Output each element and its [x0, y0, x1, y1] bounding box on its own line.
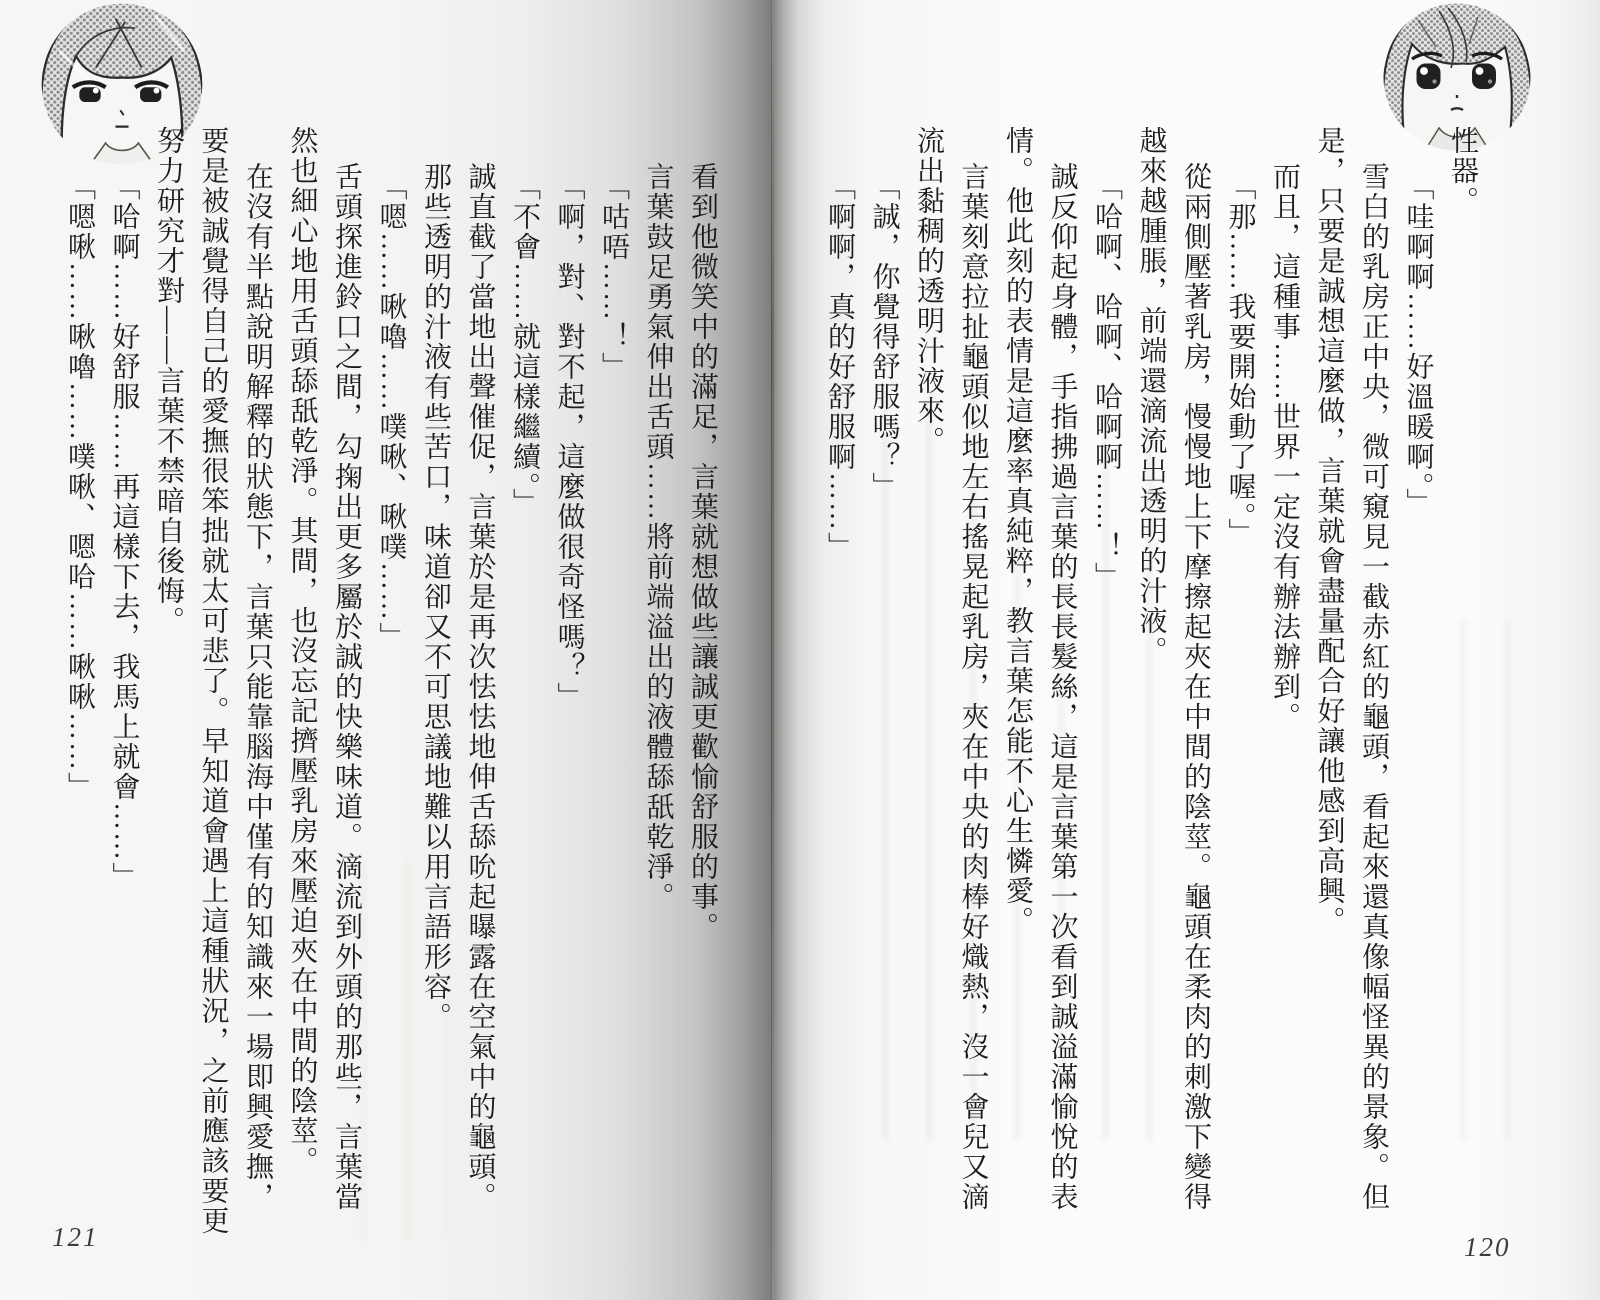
text-column: 「誠，你覺得舒服嗎？」	[868, 172, 900, 502]
text-column: 言葉鼓足勇氣伸出舌頭……將前端溢出的液體舔舐乾淨。	[642, 162, 674, 912]
text-column: 性器。	[1447, 126, 1478, 216]
right-page-text	[816, 126, 1484, 1280]
text-column: 要是被誠覺得自己的愛撫很笨拙就太可悲了。早知道會遇上這種狀況，之前應該要更	[197, 126, 229, 1236]
text-column: 情。他此刻的表情是這麼率真純粹，教言葉怎能不心生憐愛。	[1002, 126, 1033, 936]
text-column: 「那……我要開始動了喔。」	[1224, 172, 1256, 548]
text-column: 「嗯……啾嚕……噗啾、啾噗……」	[375, 172, 407, 652]
text-column: 誠直截了當地出聲催促，言葉於是再次怯怯地伸舌舔吮起曝露在空氣中的龜頭。	[464, 162, 496, 1212]
text-column: 是，只要是誠想這麼做，言葉就會盡量配合好讓他感到高興。	[1313, 126, 1345, 936]
text-column: 努力研究才對——言葉不禁暗自後悔。	[153, 126, 184, 636]
text-column: 看到他微笑中的滿足，言葉就想做些讓誠更歡愉舒服的事。	[687, 162, 718, 942]
text-column: 越來越腫脹，前端還滴流出透明的汁液。	[1135, 126, 1167, 666]
text-column: 誠反仰起身體，手指拂過言葉的長長髮絲，這是言葉第一次看到誠溢滿愉悅的表	[1046, 162, 1078, 1212]
page-number: 120	[1464, 1232, 1511, 1262]
text-column: 然也細心地用舌頭舔舐乾淨。其間，也沒忘記擠壓乳房來壓迫夾在中間的陰莖。	[286, 126, 318, 1176]
text-column: 而且，這種事……世界一定沒有辦法辦到。	[1269, 162, 1300, 732]
page-number: 121	[52, 1222, 99, 1252]
binding-crease	[771, 0, 774, 1300]
text-column: 在沒有半點說明解釋的狀態下，言葉只能靠腦海中僅有的知識來一場即興愛撫，	[242, 162, 273, 1212]
text-column: 雪白的乳房正中央，微可窺見一截赤紅的龜頭，看起來還真像幅怪異的景象。但	[1358, 162, 1389, 1212]
text-column: 「哈啊……好舒服……再這樣下去，我馬上就會……」	[108, 172, 140, 892]
text-column: 那些透明的汁液有些苦口，味道卻又不可思議地難以用言語形容。	[420, 162, 451, 1032]
text-column: 流出黏稠的透明汁液來。	[913, 126, 944, 456]
text-column: 「啊，對、對不起，這麼做很奇怪嗎？」	[553, 172, 585, 712]
left-page-text	[56, 126, 724, 1280]
text-column: 「不會……就這樣繼續。」	[509, 172, 540, 518]
text-column: 「哇啊啊……好溫暖啊。」	[1402, 172, 1434, 518]
text-column: 「嗯啾……啾嚕……噗啾、嗯哈……啾啾……」	[64, 172, 95, 802]
text-column: 言葉刻意拉扯龜頭似地左右搖晃起乳房，夾在中央的肉棒好熾熱，沒一會兒又滴	[957, 162, 989, 1212]
text-column: 「咕唔……！」	[598, 172, 629, 382]
text-column: 舌頭探進鈴口之間，勾掬出更多屬於誠的快樂味道。滴流到外頭的那些，言葉當	[331, 162, 362, 1212]
text-column: 「啊啊，真的好舒服啊……」	[824, 172, 855, 562]
text-column: 從兩側壓著乳房，慢慢地上下摩擦起夾在中間的陰莖。龜頭在柔肉的刺激下變得	[1180, 162, 1211, 1212]
text-column: 「哈啊、哈啊、哈啊啊……！」	[1091, 172, 1122, 592]
